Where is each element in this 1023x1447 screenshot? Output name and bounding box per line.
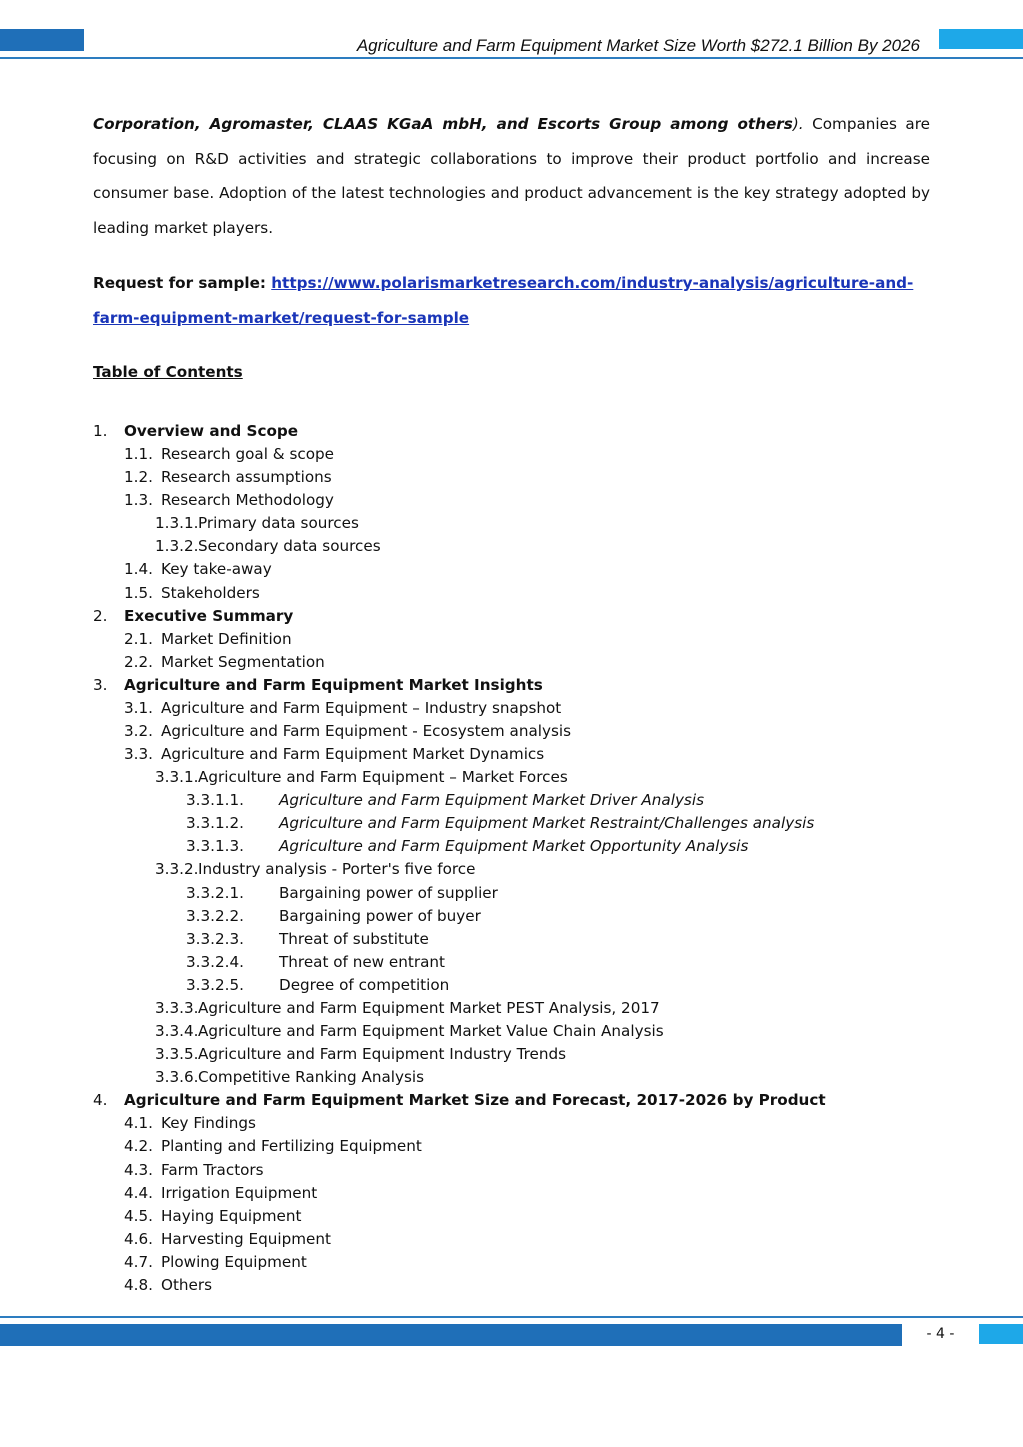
toc-item xyxy=(0,606,1023,629)
toc-item-text: Research goal & scope xyxy=(161,445,334,464)
toc-item-number: 1. xyxy=(93,422,108,440)
toc-item xyxy=(0,975,1023,998)
toc-item-number: 1.3.2. xyxy=(155,537,199,556)
toc-item xyxy=(0,675,1023,698)
toc-item-number: 3.1. xyxy=(124,698,153,717)
toc-item-text: Research assumptions xyxy=(161,468,332,487)
toc-item-number: 3.3.6. xyxy=(155,1068,199,1087)
toc-item-number: 1.5. xyxy=(124,583,153,602)
toc-item-number: 3.3.2.5. xyxy=(186,975,244,994)
toc-item xyxy=(0,952,1023,975)
toc-item xyxy=(0,883,1023,906)
toc-item-text: Market Definition xyxy=(161,629,292,648)
toc-list xyxy=(0,421,1023,1298)
toc-item xyxy=(0,1206,1023,1229)
toc-item-text: Farm Tractors xyxy=(161,1160,264,1179)
toc-item-number: 4.1. xyxy=(124,1114,153,1133)
toc-item-text: Secondary data sources xyxy=(198,537,381,556)
toc-item xyxy=(0,629,1023,652)
toc-item-number: 3.3.4. xyxy=(155,1022,199,1041)
toc-item xyxy=(0,721,1023,744)
request-sample-link[interactable]: https://www.polarismarketresearch.com/industry-analysis/agriculture-and-farm-equipment-market/request-for-sample xyxy=(93,274,914,327)
toc-item xyxy=(0,929,1023,952)
toc-item-number: 3.3.5. xyxy=(155,1045,199,1064)
toc-item-number: 3.3.2. xyxy=(155,860,199,879)
toc-item-number: 3.3.1.3. xyxy=(186,837,244,856)
intro-paragraph xyxy=(93,107,930,245)
toc-item-number: 4.7. xyxy=(124,1252,153,1271)
toc-item xyxy=(0,559,1023,582)
toc-item-number: 2. xyxy=(93,606,108,625)
toc-item-text: Planting and Fertilizing Equipment xyxy=(161,1137,422,1156)
toc-item-text: Research Methodology xyxy=(161,491,334,510)
toc-title: Table of Contents xyxy=(93,363,243,381)
toc-item-text: Competitive Ranking Analysis xyxy=(198,1068,425,1087)
toc-item-text: Agriculture and Farm Equipment – Market Forces xyxy=(198,768,568,787)
page-number: - 4 - xyxy=(926,1326,955,1342)
toc-item-number: 1.4. xyxy=(124,560,153,579)
toc-item-text: Industry analysis - Porter's five force xyxy=(198,860,476,879)
toc-item-text: Agriculture and Farm Equipment - Ecosystem analysis xyxy=(161,722,572,741)
toc-item xyxy=(0,744,1023,767)
toc-item-number: 1.1. xyxy=(124,445,153,464)
header-accent-bar-right xyxy=(939,29,1023,49)
toc-item-number: 3.3.1. xyxy=(155,768,199,787)
toc-item-number: 4.6. xyxy=(124,1229,153,1248)
header-divider xyxy=(0,57,1023,59)
request-sample xyxy=(93,266,930,335)
toc-item xyxy=(0,1067,1023,1090)
header-accent-bar-left xyxy=(0,29,84,51)
toc-item xyxy=(0,421,1023,444)
toc-item xyxy=(0,1136,1023,1159)
toc-item xyxy=(0,1021,1023,1044)
toc-item-text: Agriculture and Farm Equipment Market Opportunity Analysis xyxy=(279,837,749,856)
toc-item xyxy=(0,813,1023,836)
toc-item xyxy=(0,698,1023,721)
toc-item-text: Others xyxy=(161,1275,213,1294)
toc-item-text: Agriculture and Farm Equipment Market Driver Analysis xyxy=(279,791,704,810)
toc-item-number: 3.3.3. xyxy=(155,998,199,1017)
toc-item xyxy=(0,1090,1023,1113)
toc-item-text: Executive Summary xyxy=(124,606,294,625)
toc-item xyxy=(0,1183,1023,1206)
toc-item-number: 3.3.2.4. xyxy=(186,952,244,971)
toc-item-number: 2.2. xyxy=(124,652,153,671)
request-sample-label: Request for sample: xyxy=(93,274,272,292)
toc-item xyxy=(0,767,1023,790)
toc-item-number: 3.2. xyxy=(124,722,153,741)
toc-item-number: 4.5. xyxy=(124,1206,153,1225)
toc-item-number: 4.2. xyxy=(124,1137,153,1156)
footer-accent-bar-right xyxy=(979,1324,1023,1344)
toc-item-text: Threat of new entrant xyxy=(279,952,445,971)
toc-item xyxy=(0,652,1023,675)
toc-item xyxy=(0,790,1023,813)
toc-item-text: Agriculture and Farm Equipment – Industry snapshot xyxy=(161,698,562,717)
toc-item xyxy=(0,1275,1023,1298)
toc-item-number: 1.3.1. xyxy=(155,514,199,533)
footer-accent-bar-left xyxy=(0,1324,902,1346)
toc-item-number: 3.3.2.3. xyxy=(186,929,244,948)
toc-item xyxy=(0,536,1023,559)
toc-item xyxy=(0,1229,1023,1252)
intro-company-list: Corporation, Agromaster, CLAAS KGaA mbH, and Escorts Group among others xyxy=(93,115,793,133)
toc-item xyxy=(0,1160,1023,1183)
toc-item xyxy=(0,1252,1023,1275)
toc-item-text: Threat of substitute xyxy=(279,929,429,948)
toc-item-text: Overview and Scope xyxy=(124,422,299,440)
toc-item xyxy=(0,1044,1023,1067)
toc-item xyxy=(0,906,1023,929)
toc-item-number: 3. xyxy=(93,675,108,694)
toc-item-text: Agriculture and Farm Equipment Market Size and Forecast, 2017-2026 by Product xyxy=(124,1091,826,1110)
toc-item-text: Market Segmentation xyxy=(161,652,325,671)
toc-item-number: 3.3.2.1. xyxy=(186,883,244,902)
toc-item xyxy=(0,444,1023,467)
toc-item-text: Haying Equipment xyxy=(161,1206,302,1225)
toc-item-text: Agriculture and Farm Equipment Market Value Chain Analysis xyxy=(198,1022,664,1041)
toc-item-number: 3.3.1.1. xyxy=(186,791,244,810)
toc-item-number: 3.3. xyxy=(124,745,153,764)
toc-item xyxy=(0,490,1023,513)
toc-item-text: Key take-away xyxy=(161,560,272,579)
toc-item xyxy=(0,998,1023,1021)
toc-item xyxy=(0,836,1023,859)
toc-item-number: 1.2. xyxy=(124,468,153,487)
toc-item xyxy=(0,467,1023,490)
toc-item-text: Agriculture and Farm Equipment Market Restraint/Challenges analysis xyxy=(279,814,815,833)
toc-item-number: 1.3. xyxy=(124,491,153,510)
toc-item-text: Stakeholders xyxy=(161,583,260,602)
toc-item-text: Degree of competition xyxy=(279,975,450,994)
toc-item xyxy=(0,1113,1023,1136)
toc-item xyxy=(0,859,1023,882)
toc-item-number: 4. xyxy=(93,1091,108,1110)
toc-item-text: Harvesting Equipment xyxy=(161,1229,331,1248)
toc-item-text: Irrigation Equipment xyxy=(161,1183,318,1202)
toc-item-text: Agriculture and Farm Equipment Market PEST Analysis, 2017 xyxy=(198,998,660,1017)
toc-item-number: 2.1. xyxy=(124,629,153,648)
toc-item-text: Primary data sources xyxy=(198,514,359,533)
toc-item xyxy=(0,583,1023,606)
toc-item xyxy=(0,513,1023,536)
toc-item-text: Agriculture and Farm Equipment Market Dynamics xyxy=(161,745,545,764)
toc-item-text: Agriculture and Farm Equipment Industry Trends xyxy=(198,1045,567,1064)
toc-item-text: Bargaining power of buyer xyxy=(279,906,481,925)
toc-item-text: Agriculture and Farm Equipment Market Insights xyxy=(124,675,543,694)
footer-divider xyxy=(0,1316,1023,1318)
toc-item-number: 4.4. xyxy=(124,1183,153,1202)
toc-item-number: 3.3.1.2. xyxy=(186,814,244,833)
intro-paren: ). xyxy=(792,115,804,133)
intro-text: Companies are focusing on R&D activities and strategic collaborations to improve their product portfolio and increase consumer base. Adoption of the latest technologies and product advancement is the key strategy adopted by leading market players. xyxy=(93,115,930,237)
toc-item-text: Key Findings xyxy=(161,1114,256,1133)
toc-item-text: Plowing Equipment xyxy=(161,1252,307,1271)
toc-item-text: Bargaining power of supplier xyxy=(279,883,498,902)
toc-item-number: 4.8. xyxy=(124,1275,153,1294)
header-title: Agriculture and Farm Equipment Market Size Worth $272.1 Billion By 2026 xyxy=(356,36,920,55)
toc-item-number: 3.3.2.2. xyxy=(186,906,244,925)
toc-item-number: 4.3. xyxy=(124,1160,153,1179)
